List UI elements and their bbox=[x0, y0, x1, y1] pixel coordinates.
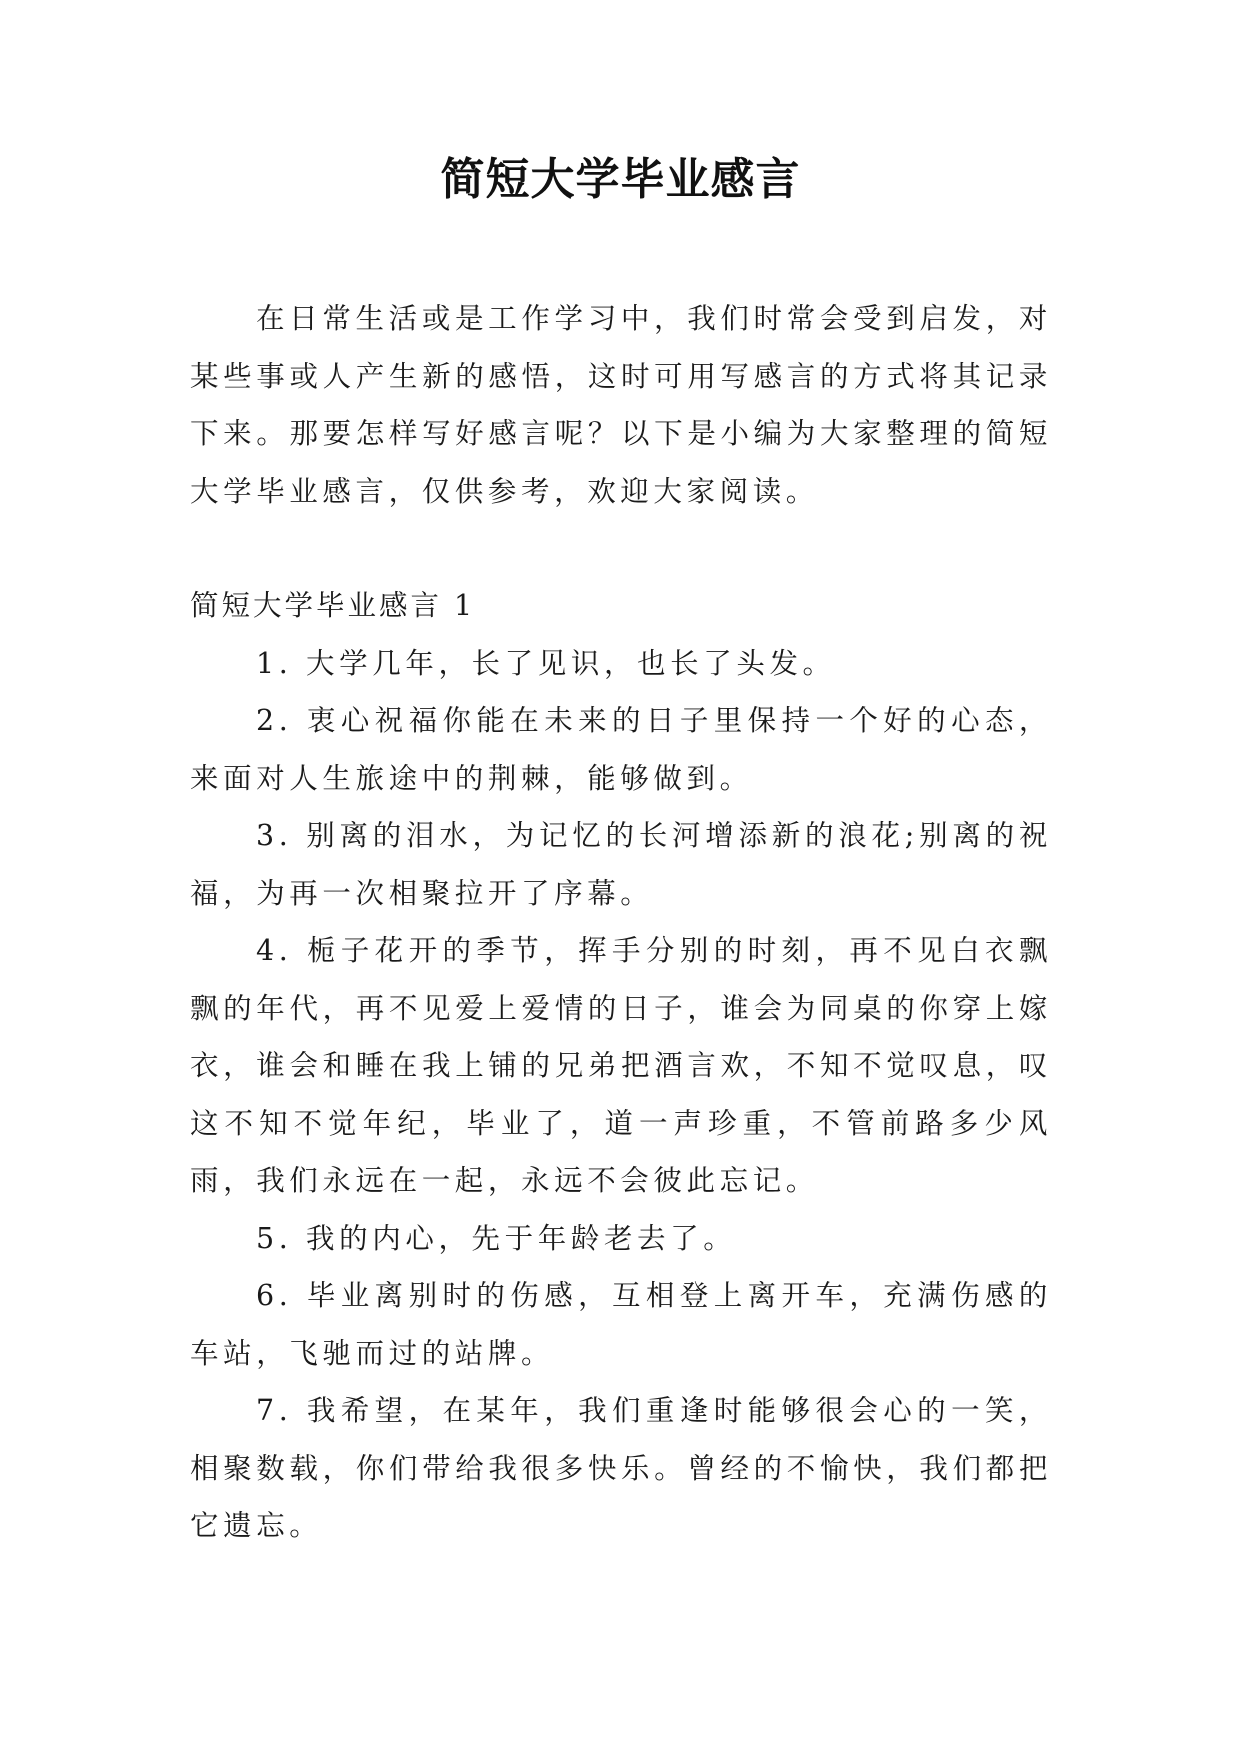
intro-paragraph: 在日常生活或是工作学习中，我们时常会受到启发，对某些事或人产生新的感悟，这时可用写感言的方式将其记录下来。那要怎样写好感言呢？以下是小编为大家整理的简短大学毕业感言，仅供参考，欢迎大家阅读。 bbox=[190, 302, 1052, 508]
document-body bbox=[190, 290, 1052, 1555]
list-item: 7. 我希望，在某年，我们重逢时能够很会心的一笑，相聚数载，你们带给我很多快乐。曾经的不愉快，我们都把它遗忘。 bbox=[190, 1394, 1052, 1542]
list-item: 1. 大学几年，长了见识，也长了头发。 bbox=[256, 646, 836, 680]
section-title: 简短大学毕业感言 1 bbox=[190, 589, 476, 622]
list-item: 3. 别离的泪水，为记忆的长河增添新的浪花;别离的祝福，为再一次相聚拉开了序幕。 bbox=[190, 819, 1052, 910]
list-item: 2. 衷心祝福你能在未来的日子里保持一个好的心态，来面对人生旅途中的荆棘，能够做到。 bbox=[190, 704, 1052, 795]
list-item: 6. 毕业离别时的伤感，互相登上离开车，充满伤感的车站，飞驰而过的站牌。 bbox=[190, 1279, 1052, 1370]
document-title: 简短大学毕业感言 bbox=[440, 154, 801, 205]
list-item: 5. 我的内心，先于年龄老去了。 bbox=[256, 1221, 737, 1255]
list-item: 4. 栀子花开的季节，挥手分别的时刻，再不见白衣飘飘的年代，再不见爱上爱情的日子，谁会为同桌的你穿上嫁衣，谁会和睡在我上铺的兄弟把酒言欢，不知不觉叹息，叹这不知不觉年纪，毕业了，道一声珍重，不管前路多少风雨，我们永远在一起，永远不会彼此忘记。 bbox=[190, 934, 1052, 1197]
